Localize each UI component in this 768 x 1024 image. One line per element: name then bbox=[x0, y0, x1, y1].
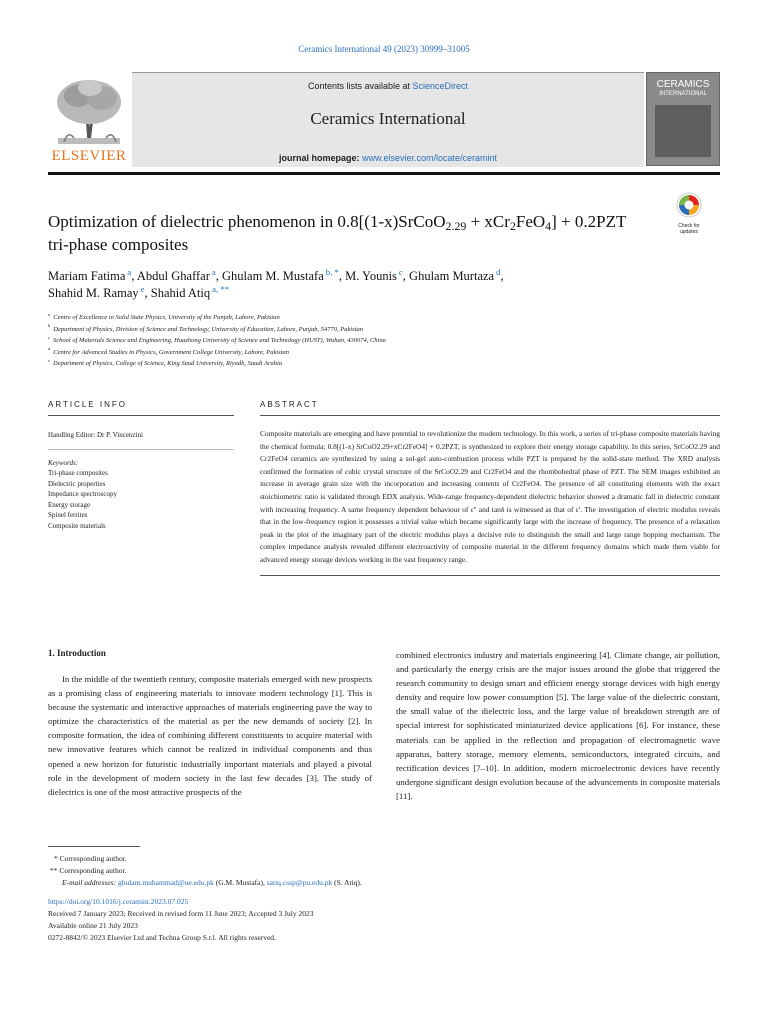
author-name[interactable]: Shahid Atiq bbox=[150, 286, 211, 300]
badge-label bbox=[676, 223, 702, 235]
intro-paragraph-left: In the middle of the twentieth century, composite materials emerged with new prospects as a promising class of engineering materials to innovate modern technology [1]. This is because the systematic and interactive approaches of materials engineering pave the way to optimize the characteristics of the material as per the new demands of society [2]. In composite formation, the idea of combining different constituents to acquire material with new innovative features which cannot be realized in individual components and thus opened a new horizon for futuristic industrially important materials and played a pivotal role in the development of modern society in the last few decades [3]. The study of dielectrics is one of the most attractive prospects of the bbox=[48, 674, 372, 797]
keyword-item: Dielectric properties bbox=[48, 479, 106, 488]
keyword-item: Spinel ferrites bbox=[48, 511, 88, 519]
sciencedirect-link[interactable]: ScienceDirect bbox=[412, 81, 469, 91]
author-name[interactable]: Abdul Ghaffar bbox=[136, 269, 210, 283]
email-owner: (G.M. Mustafa), bbox=[213, 878, 267, 888]
received-dates: Received 7 January 2023; Received in revised form 11 June 2023; Accepted 3 July 2023 bbox=[48, 908, 314, 918]
elsevier-wordmark: ELSEVIER bbox=[51, 148, 127, 164]
doi-link[interactable]: https://doi.org/10.1016/j.ceramint.2023.07.025 bbox=[48, 896, 189, 906]
intro-paragraph-right: combined electronics industry and materials engineering [4]. Climate change, air pollution, and particularly the energy crisis are the major issues around the globe that triggered the research community to design smart and efficient energy storage devices with high energy density and require low power consumption [5]. The large value of the dielectric constant, the small value of the dielectric loss, and the large value of breakdown strength are of special interest for sophisticated miniaturized device applications [6]. For instance, these materials can be applied in the reflection and propagation of electromagnetic wave apparatus, battery storage, memory elements, semiconductors, integrated circuits, and rectification devices [7–10]. In addition, modern microelectronic devices have recently undergone significant design evolution because of the advancements in composite materials [11]. bbox=[396, 650, 720, 801]
title-part: ] + 0.2PZT tri-phase composites bbox=[48, 212, 627, 254]
title-subscript: 4 bbox=[545, 218, 552, 233]
badge-line: updates bbox=[680, 229, 698, 235]
keyword-item: Impedance spectroscopy bbox=[48, 490, 117, 498]
affiliation-mark: d bbox=[48, 346, 51, 352]
copyright-line: 0272-8842/© 2023 Elsevier Ltd and Techna Group S.r.l. All rights reserved. bbox=[48, 933, 276, 943]
contents-prefix: Contents lists available at bbox=[307, 81, 413, 91]
header-divider bbox=[48, 172, 720, 175]
contents-line bbox=[132, 81, 644, 91]
body-column-right bbox=[396, 648, 720, 803]
check-for-updates-badge[interactable] bbox=[676, 192, 702, 235]
footnotes bbox=[48, 846, 720, 944]
affiliation-item bbox=[48, 358, 720, 370]
homepage-label: journal homepage: bbox=[278, 153, 362, 163]
author-list: Mariam Fatima $^a$, Abdul Ghaffar $^a$, Ghulam M. Mustafa $^{b, *}$, M. Younis $^c$, Ghulam Murtaza $^d$, Shahid M. Ramay $^e$, Shahid Atiq $^{a, **}$ bbox=[48, 266, 504, 300]
keyword-item: Energy storage bbox=[48, 500, 91, 509]
affiliation-mark: b bbox=[48, 323, 51, 329]
homepage-line bbox=[132, 153, 644, 163]
abstract-heading: ABSTRACT bbox=[260, 400, 319, 409]
homepage-link[interactable]: www.elsevier.com/locate/ceramint bbox=[361, 153, 498, 163]
article-info-column bbox=[48, 400, 234, 531]
elsevier-logo[interactable] bbox=[48, 72, 130, 168]
journal-banner bbox=[48, 72, 720, 168]
affiliation-text: Centre for Advanced Studies in Physics, Government College University, Lahore, Pakistan bbox=[53, 348, 289, 356]
author-affiliation-mark[interactable]: a bbox=[211, 266, 216, 277]
banner-center-box bbox=[132, 72, 644, 167]
keyword-list bbox=[48, 468, 234, 531]
author-name[interactable]: Ghulam M. Mustafa bbox=[222, 269, 324, 283]
affiliation-text: Department of Physics, College of Science, King Saud University, Riyadh, Saudi Arabia bbox=[53, 360, 283, 367]
cover-subtitle: INTERNATIONAL bbox=[659, 91, 707, 97]
footnote-rule bbox=[48, 846, 140, 847]
cover-title: CERAMICS bbox=[656, 79, 710, 90]
footnote-emails bbox=[48, 877, 720, 889]
author-name[interactable]: Shahid M. Ramay bbox=[48, 286, 139, 300]
affiliation-mark: c bbox=[48, 334, 51, 340]
check-for-updates-icon bbox=[676, 192, 702, 218]
author-name[interactable]: M. Younis bbox=[345, 269, 397, 283]
title-part: FeO bbox=[515, 212, 546, 231]
section-rule bbox=[260, 415, 720, 416]
affiliation-mark: e bbox=[48, 357, 51, 363]
email-label: E-mail addresses: bbox=[62, 878, 118, 888]
abstract-column bbox=[260, 400, 720, 576]
journal-reference-link[interactable]: Ceramics International 49 (2023) 30999–31005 bbox=[298, 44, 470, 54]
abstract-text: Composite materials are emerging and have potential to revolutionize the modern technology. In this work, a series of tri-phase composite materials having the chemical formula; 0.8[(1-x) SrCoO2.29+xCr2FeO4] + 0.2PZT, is synthesized to explore their energy storage capability. In this series, SrCoO2.29 and Cr2FeO4 ceramics are synthesized by using a sol-gel auto-combustion process while PZT is prepared by the solid-state method. The XRD analysis confirmed the formation of cubic crystal structure of the SrCoO2.29 and Cr2FeO4 and the rhombohedral phase of PZT. The SEM images exhibited an increase in average grain size with the incorporation and increasing contents of Cr2FeO4. The presence of all constituting elements with the exact stoichiometric ratio is validated through EDX analysis. Wide-range frequency-dependent dielectric behavior showed a dramatic fall in dielectric constant with increasing frequency. A same frequency dependent behaviour of ε'' and tanδ is witnessed as that of ε'. The investigation of electric modulus reveals that in the low-frequency region it possesses a trivial value which became significantly large with the increase of frequency. The presence of a relaxation peak in the plot of the imaginary part of the electric modulus plays a decisive role to distinguish the small and large range hopping mechanism. The complex impedance analysis revealed different electroactivity of composite material in the different frequency domains which made them viable for advanced energy storage devices working in the vast frequency range. bbox=[260, 429, 720, 564]
email-link-mustafa[interactable]: ghulam.muhammad@ue.edu.pk bbox=[117, 878, 214, 888]
affiliation-text: Centre of Excellence in Solid State Physics, University of the Punjab, Lahore, Pakistan bbox=[53, 314, 280, 321]
affiliation-text: School of Materials Science and Engineering, Huazhong University of Science and Technology (HUST), Wuhan, 430074, China bbox=[53, 337, 386, 344]
affiliation-item bbox=[48, 335, 720, 347]
affiliation-mark: a bbox=[48, 311, 51, 317]
article-title bbox=[48, 210, 648, 256]
affiliation-text: Department of Physics, Division of Science and Technology, University of Education, Lahore, Punjab, 54770, Pakistan bbox=[53, 325, 363, 333]
author-affiliation-mark[interactable]: e bbox=[140, 283, 145, 294]
section-rule bbox=[260, 575, 720, 576]
affiliation-item bbox=[48, 312, 720, 324]
body-column-left bbox=[48, 648, 372, 799]
title-subscript: 2.29 bbox=[445, 218, 467, 233]
affiliation-item bbox=[48, 324, 720, 336]
badge-line: Check for bbox=[678, 223, 700, 229]
keywords-label: Keywords: bbox=[48, 458, 79, 467]
author-affiliation-mark[interactable]: b, * bbox=[325, 266, 339, 277]
section-heading-introduction: 1. Introduction bbox=[48, 648, 106, 658]
available-online: Available online 21 July 2023 bbox=[48, 921, 138, 931]
cover-image bbox=[655, 105, 711, 157]
journal-title: Ceramics International bbox=[310, 109, 466, 128]
footnote-corresponding-1: * Corresponding author. bbox=[54, 854, 127, 863]
author-affiliation-mark[interactable]: a, ** bbox=[212, 283, 230, 294]
title-part: + xCr bbox=[466, 212, 510, 231]
affiliation-item bbox=[48, 347, 720, 359]
title-part: Optimization of dielectric phenomenon in 0.8[(1-x)SrCoO bbox=[48, 212, 446, 231]
email-owner: (S. Atiq). bbox=[332, 878, 362, 888]
journal-cover-thumbnail[interactable] bbox=[646, 72, 720, 166]
author-affiliation-mark[interactable]: d bbox=[496, 266, 501, 277]
handling-editor: Handling Editor: Dr P. Vincenzini bbox=[48, 431, 143, 439]
article-info-heading: ARTICLE INFO bbox=[48, 400, 127, 409]
footnote-corresponding-2: ** Corresponding author. bbox=[50, 866, 127, 876]
author-affiliation-mark[interactable]: c bbox=[398, 266, 403, 277]
email-link-atiq[interactable]: satiq.cssp@pu.edu.pk bbox=[266, 878, 333, 888]
author-name[interactable]: Ghulam Murtaza bbox=[409, 269, 495, 283]
keyword-item: Composite materials bbox=[48, 521, 106, 530]
section-rule bbox=[48, 449, 234, 450]
author-name[interactable]: Mariam Fatima bbox=[48, 269, 126, 283]
affiliation-list bbox=[48, 312, 720, 370]
title-subscript: 2 bbox=[509, 218, 516, 233]
author-affiliation-mark[interactable]: a bbox=[127, 266, 132, 277]
section-rule bbox=[48, 415, 234, 416]
keyword-item: Tri-phase composites bbox=[48, 469, 108, 477]
